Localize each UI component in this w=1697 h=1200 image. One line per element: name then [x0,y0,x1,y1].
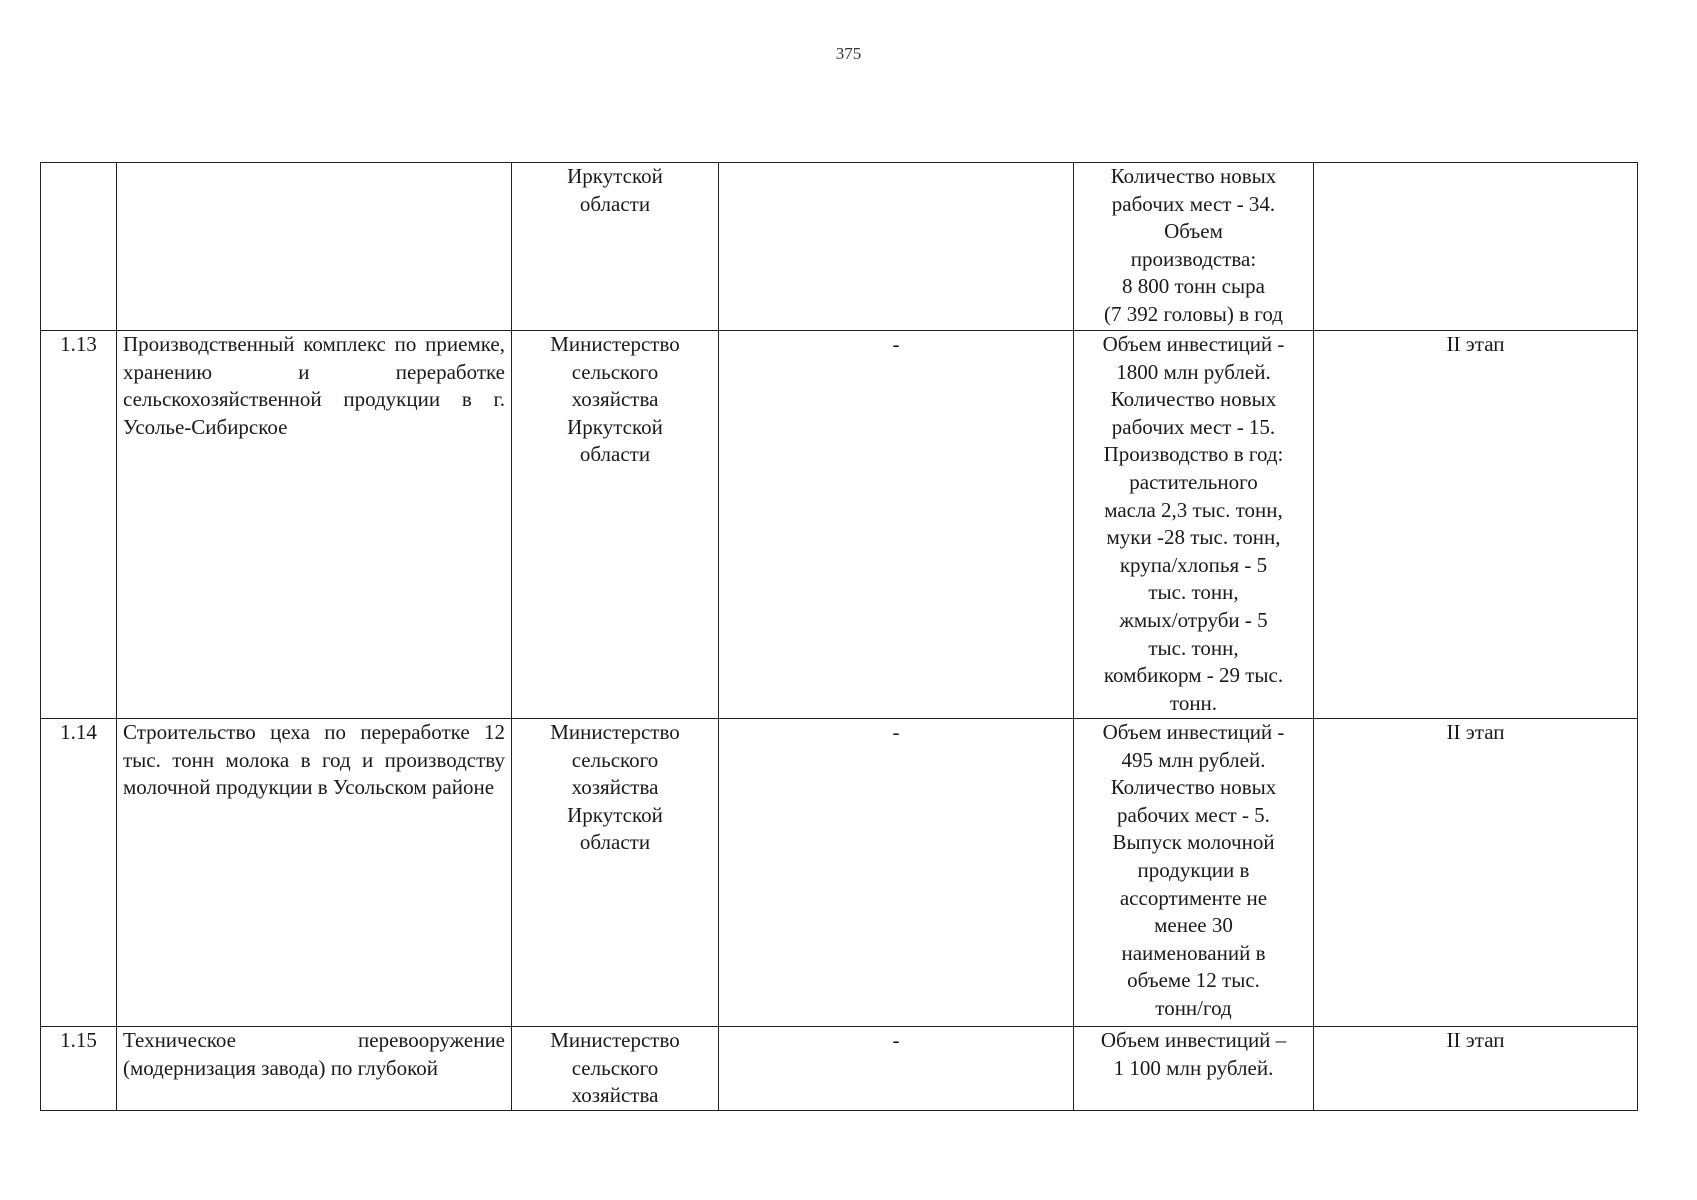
expected-result: Объем инвестиций – 1 100 млн рублей. [1074,1027,1314,1111]
table-row [41,719,1638,1027]
program-table [40,162,1638,1111]
responsible-executor: Министерство сельского хозяйства [512,1027,719,1111]
funding-cell: - [719,719,1074,1027]
expected-result: Объем инвестиций - 495 млн рублей. Количество новых рабочих мест - 5. Выпуск молочной продукции в ассортименте не менее 30 наименований в объеме 12 тыс. тонн/год [1074,719,1314,1027]
responsible-executor: Иркутской области [512,163,719,331]
table-row [41,1027,1638,1111]
funding-cell [719,163,1074,331]
row-number: 1.13 [41,331,117,719]
responsible-executor: Министерство сельского хозяйства Иркутской области [512,331,719,719]
responsible-executor: Министерство сельского хозяйства Иркутской области [512,719,719,1027]
row-number: 1.15 [41,1027,117,1111]
funding-cell: - [719,331,1074,719]
page-number: 375 [835,44,862,63]
event-name: Техническое перевооружение (модернизация завода) по глубокой [117,1027,512,1111]
stage-cell [1314,163,1638,331]
table-row [41,163,1638,331]
row-number: 1.14 [41,719,117,1027]
stage-cell: II этап [1314,719,1638,1027]
stage-cell: II этап [1314,1027,1638,1111]
funding-cell: - [719,1027,1074,1111]
event-name [117,163,512,331]
stage-cell: II этап [1314,331,1638,719]
event-name: Строительство цеха по переработке 12 тыс. тонн молока в год и производству молочной продукции в Усольском районе [117,719,512,1027]
expected-result: Объем инвестиций - 1800 млн рублей. Количество новых рабочих мест - 15. Производство в год: растительного масла 2,3 тыс. тонн, муки -28 тыс. тонн, крупа/хлопья - 5 тыс. тонн, жмых/отруби - 5 тыс. тонн, комбикорм - 29 тыс. тонн. [1074,331,1314,719]
event-name: Производственный комплекс по приемке, хранению и переработке сельскохозяйственной продукции в г. Усолье-Сибирское [117,331,512,719]
expected-result: Количество новых рабочих мест - 34. Объем производства: 8 800 тонн сыра (7 392 головы) в год [1074,163,1314,331]
table-row [41,331,1638,719]
row-number [41,163,117,331]
